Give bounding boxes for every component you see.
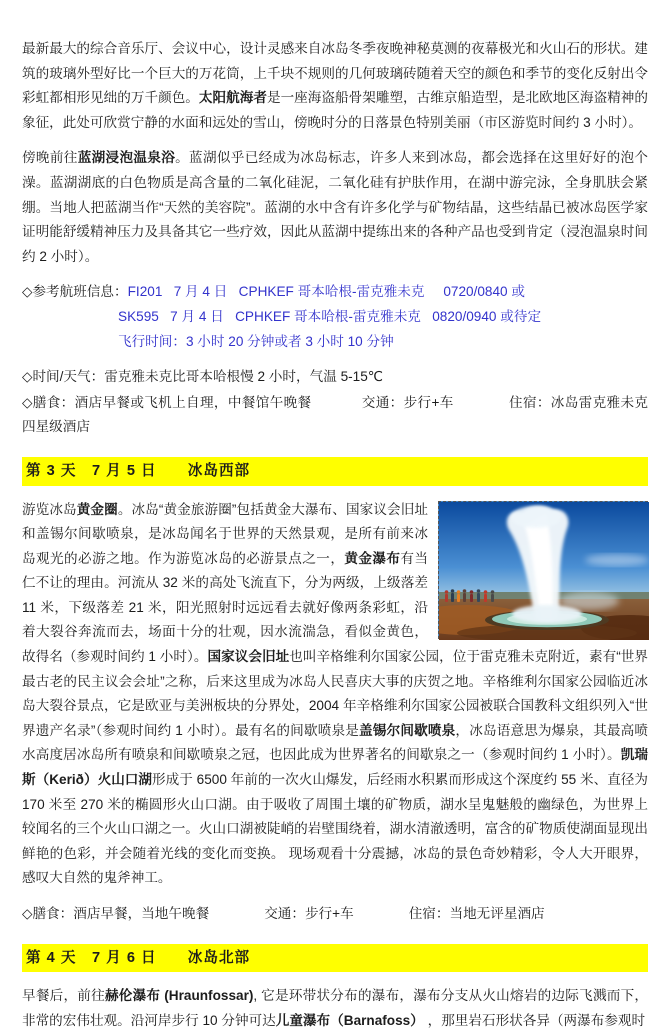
day3-logistics-line [22,902,648,927]
day2-meals: ◇膳食：酒店早餐或飞机上自理，中餐馆午晚餐 [22,394,312,410]
day3-transport: 交通：步行+车 [264,906,354,921]
text-run: 黄金瀑布 [344,550,401,566]
flight-line-1: FI201 7 月 4 日 CPHKEF 哥本哈根-雷克雅未克 0720/0840 或 [127,284,525,300]
text-run: , 它是环带状分布的瀑布，瀑布分支从火山熔岩的边际飞溅而下，非常的宏伟壮观。沿河岸步行 10 分钟可达 [22,988,649,1028]
text-run: ，那里岩石形状各异（两瀑布参观时 [423,1012,646,1028]
weather-line: ◇时间/天气：雷克雅未克比哥本哈根慢 2 小时，气温 5-15℃ [22,369,384,385]
text-run: 盖锡尔间歇喷泉 [359,722,456,738]
day3-meals: ◇膳食：酒店早餐，当地午晚餐 [22,906,210,921]
flight-info-block [22,280,648,354]
intro-paragraph-concert-hall [22,37,648,135]
day2-transport: 交通：步行+车 [361,394,454,410]
text-run: 赫伦瀑布 (Hraunfossar) [104,988,254,1004]
flight-info-label: ◇参考航班信息： [22,284,128,300]
text-run: 蓝湖浸泡温泉浴 [77,150,176,166]
geyser-photo-graphic [439,502,649,640]
text-run: 凯瑞斯（Kerið）火山口湖 [22,747,649,788]
day4-body-paragraph [22,984,648,1033]
day3-lodging: 住宿：当地无评星酒店 [408,906,545,921]
text-run: 。冰岛“黄金旅游圈”包括黄金大瀑布、国家议会旧址和盖锡尔间歇喷泉，是冰岛闻名于世界的天然景观，是所有前来冰岛观光的必游之地。作为游览冰岛的必游景点之一， [22,501,429,566]
text-run: 傍晚前往 [22,150,78,166]
flight-line-2: SK595 7 月 4 日 CPHKEF 哥本哈根-雷克雅未克 0820/0940 或待定 [118,308,542,324]
text-run: 游览冰岛 [22,501,77,517]
day2-lodging: 住宿：冰岛雷克雅未克四星级酒店 [22,394,648,435]
text-run: 儿童瀑布（Barnafoss） [275,1012,424,1028]
day4-header: 第 4 天 7 月 6 日 冰岛北部 [22,944,648,973]
day2-logistics-line [22,391,648,440]
intro-paragraph-blue-lagoon [22,146,648,269]
text-run: 最新最大的综合音乐厅、会议中心，设计灵感来自冰岛冬季夜晚神秘莫测的夜幕极光和火山石的形状。建筑的玻璃外型好比一个巨大的万花筒，上千块不规则的几何玻璃砖随着天空的颜色和季节的变化反射出令彩虹都相形见绌的万千颜色。 [22,41,648,106]
text-run: 国家议会旧址 [207,649,290,665]
text-run: ，冰岛语意思为爆泉，其最高喷水高度居冰岛所有喷泉和间歇喷泉之冠，也因此成为世界著名的间歇泉之一（参观时间约 1 小时）。 [22,722,649,763]
text-run: 早餐后，前往 [22,988,105,1004]
geyser-photo [438,501,648,639]
text-run: 太阳航海者 [198,90,267,106]
text-run: 也叫辛格维利尔国家公园，位于雷克雅未克附近，素有“世界最古老的民主议会会址”之称，后来这里成为冰岛人民喜庆大事的庆贺之地。辛格维利尔国家公园临近冰岛大裂谷景点，它是欧亚与美洲板块的分界处，2004 年辛格维利尔国家公园被联合国教科文组织列入“世界遗产名录”（参观时间约 1 小时）。最有名的间歇喷泉是 [22,649,648,738]
text-run: 是一座海盗船骨架雕塑，古维京船造型，是北欧地区海盗精神的象征，此处可欣赏宁静的水面和远处的雪山，傍晚时分的日落景色特别美丽（市区游览时间约 3 小时）。 [22,90,649,130]
day3-body-paragraph [22,498,648,892]
day3-header: 第 3 天 7 月 5 日 冰岛西部 [22,457,648,486]
text-run: 有当仁不让的理由。河流从 32 米的高处飞流直下，分为两级，上级落差 11 米，下级落差 21 米，阳光照射时远远看去就好像两条彩虹，沿着大裂谷奔流而去，场面十分的壮观，因水流湍急，看似金黄色，故得名（参观时间约 1 小时）。 [22,550,429,665]
text-run: 黄金圈 [76,501,118,517]
flight-line-3: 飞行时间：3 小时 20 分钟或者 3 小时 10 分钟 [118,333,394,349]
text-run: 形成于 6500 年前的一次火山爆发，后经雨水积累而形成这个深度约 55 米、直径为 170 米至 270 米的椭圆形火山口湖。由于吸收了周围土壤的矿物质，湖水呈鬼魅般的幽绿色，为世界上较闻名的三个火山口湖之一。火山口湖被陡峭的岩壁围绕着，湖水清澈透明，富含的矿物质使湖面显现出鲜艳的色彩，并会随着光线的变化而变换。 现场观看十分震撼，冰岛的景色奇妙精彩，令人大开眼界，感叹大自然的鬼斧神工。 [22,772,649,886]
text-run: 。蓝湖似乎已经成为冰岛标志，许多人来到冰岛，都会选择在这里好好的泡个澡。蓝湖湖底的白色物质是高含量的二氧化硅泥，二氧化硅有护肤作用，在湖中游完泳，全身肌肤会紧绷。当地人把蓝湖当作“天然的美容院”。蓝湖的水中含有许多化学与矿物结晶，这些结晶已被冰岛医学家证明能舒缓精神压力及具备其它一些疗效，因此从蓝湖中提练出来的各种产品也受到肯定（浸泡温泉时间约 2 小时）。 [22,150,649,264]
